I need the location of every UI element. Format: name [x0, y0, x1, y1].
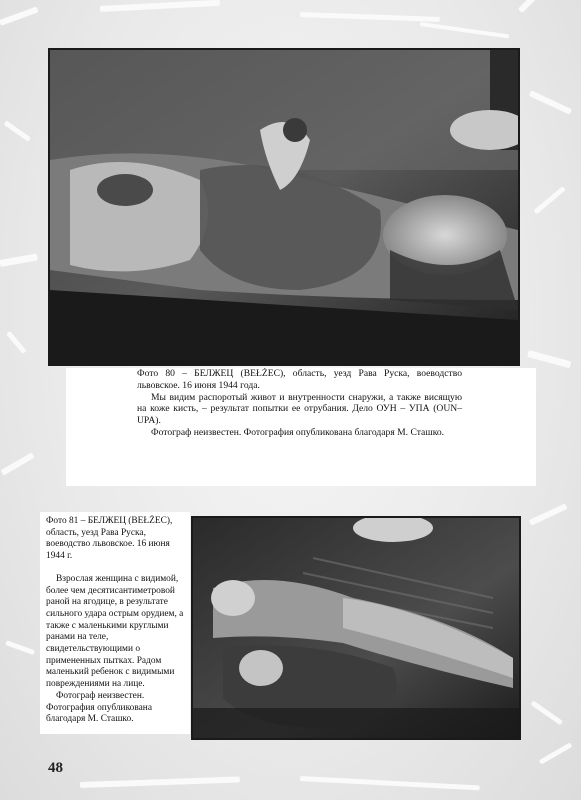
caption-80-credit: Фотограф неизвестен. Фотография опубликована благодаря М. Сташко.: [151, 426, 445, 438]
caption-81-body: Взрослая женщина с видимой, более чем десятисантиметровой раной на ягодице, в результате сильного удара острым орудием, а также с маленькими круглыми ранами на теле, свидетельствующими о примененных пытках. Радом маленький ребенок с видимыми повреждениями на лице.: [46, 573, 184, 690]
photo-80: [48, 48, 520, 366]
photo-81: [191, 516, 521, 740]
photo-81-image: [193, 518, 519, 738]
photo-80-image: [50, 50, 518, 364]
caption-80-title: Фото 80 – БЕЛЖЕЦ (BEŁŻEC), область, уезд Рава Руска, воеводство львовское. 16 июня 1944 года.: [137, 368, 462, 391]
caption-81-title: Фото 81 – БЕЛЖЕЦ (BEŁŻEC), область, уезд Рава Руска, воеводство львовское. 16 июня 1944 г.: [46, 516, 173, 562]
caption-81: [46, 516, 184, 726]
caption-81-credit: Фотограф неизвестен. Фотография опубликована благодаря М. Сташко.: [46, 690, 152, 725]
page-number: 48: [48, 760, 63, 776]
caption-80-body: Мы видим распоротый живот и внутренности снаружи, а также висящую на коже кисть, – результат попытки ее отрубания. Дело ОУН – УПА (OUN–UPA).: [137, 391, 462, 427]
caption-80: [137, 368, 462, 439]
